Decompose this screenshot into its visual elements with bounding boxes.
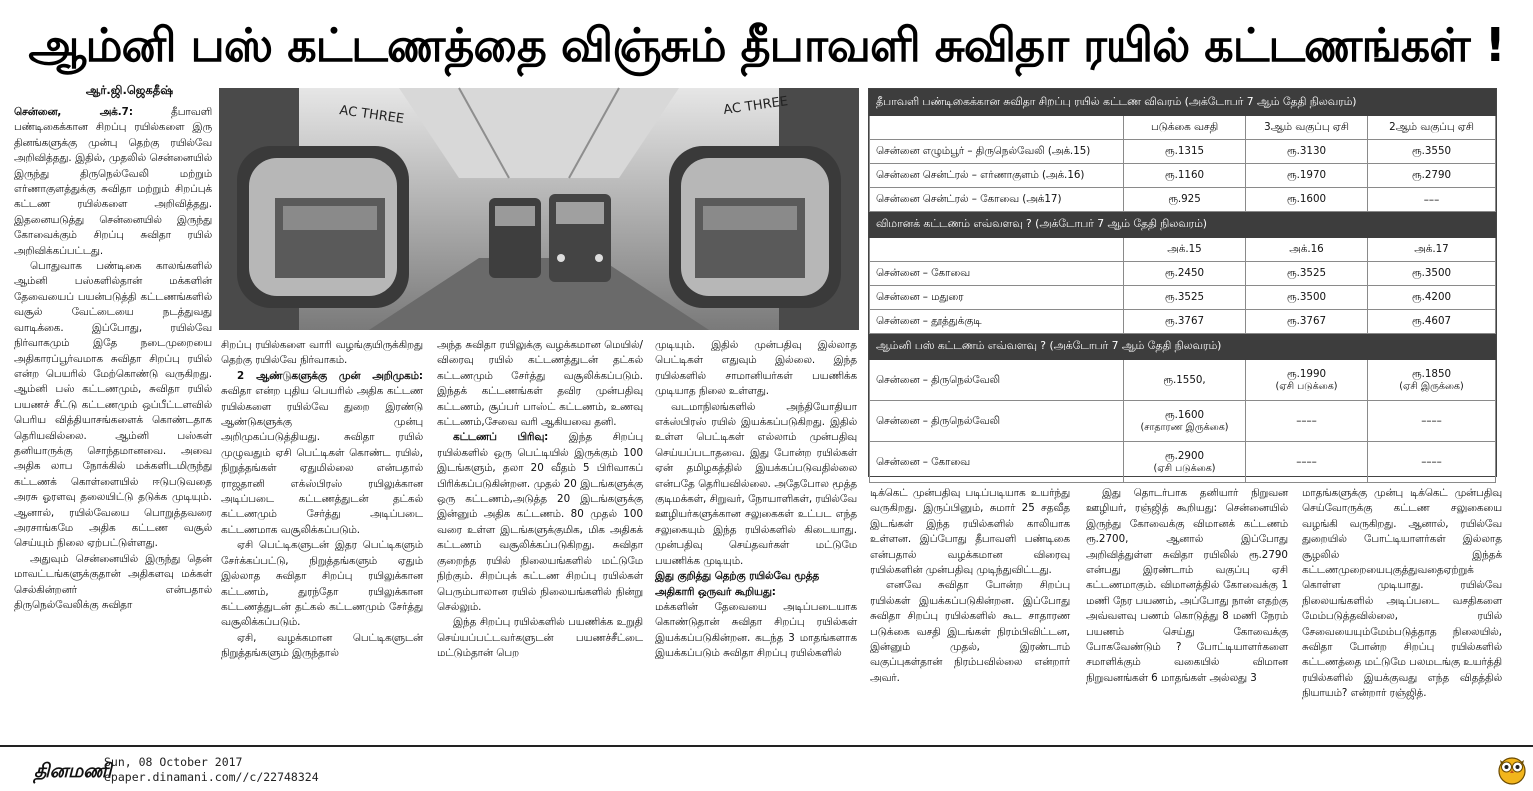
- fare-note: (ஏசி படுக்கை): [1153, 462, 1216, 474]
- fare-cell: ரூ.3767: [1124, 310, 1246, 334]
- fare-cell: ரூ.1850: [1411, 367, 1452, 380]
- col-header-3ac: 3ஆம் வகுப்பு ஏசி: [1246, 116, 1368, 140]
- col2-p4: ஏசி, வழக்கமான பெட்டிகளுடன் நிறுத்தங்களும் இருந்தால்: [221, 631, 423, 660]
- col4-subhead: இது குறித்து தெற்கு ரயில்வே மூத்த அதிகாரி ஒருவர் கூறியது:: [655, 570, 820, 598]
- col-header-sleeper: படுக்கை வசதி: [1124, 116, 1246, 140]
- col4-p1: முடியும். இதில் முன்பதிவு இல்லாத பெட்டிகள் எதுவும் இல்லை. இந்த ரயில்களில் சாமானியர்கள் பயணிக்க முடியாத நிலை உள்ளது.: [655, 339, 857, 398]
- route-cell: சென்னை – கோவை: [870, 262, 1124, 286]
- fare-cell: ––––: [1421, 456, 1442, 468]
- headline: ஆம்னி பஸ் கட்டணத்தை விஞ்சும் தீபாவளி சுவிதா ரயில் கட்டணங்கள் !: [28, 18, 1505, 72]
- fare-table: [868, 88, 1497, 477]
- col-header-date: அக்.17: [1368, 238, 1496, 262]
- dinamani-logo: தினமணி: [34, 760, 112, 782]
- fare-cell: ரூ.2790: [1368, 164, 1496, 188]
- route-cell: சென்னை – தூத்துக்குடி: [870, 310, 1124, 334]
- route-cell: சென்னை – மதுரை: [870, 286, 1124, 310]
- footer-meta: [104, 755, 319, 785]
- fare-cell: ரூ.3500: [1246, 286, 1368, 310]
- table-row: [870, 360, 1496, 401]
- col3-p1: அந்த சுவிதா ரயிலுக்கு வழக்கமான மெயில்/விரைவு ரயில் கட்டணத்துடன் தட்கல் கட்டணமும் சேர்த்து வசூலிக்கப்படும். இந்தக் கட்டணங்கள் தவிர முன்பதிவு கட்டணம், சூப்பர் பாஸ்ட் கட்டணம், உணவு கட்டணம்,சேவை வரி ஆகியவை தனி.: [437, 339, 643, 429]
- article-column-3: [437, 338, 643, 740]
- fare-cell: ––––: [1421, 415, 1442, 427]
- fare-cell: ரூ.3550: [1368, 140, 1496, 164]
- article-column-6: [1086, 486, 1288, 740]
- fare-cell: ரூ.4607: [1368, 310, 1496, 334]
- fare-note: (சாதாரண இருக்கை): [1140, 421, 1229, 433]
- train-photo: [219, 88, 859, 330]
- fare-cell: ரூ.3767: [1246, 310, 1368, 334]
- fare-cell: ரூ.4200: [1368, 286, 1496, 310]
- col3-p2: இந்த சிறப்பு ரயில்களில் ஒரு பெட்டியில் இருக்கும் 100 இடங்களும், தலா 20 வீதம் 5 பிரிவாகப் பிரிக்கப்படுகின்றன. முதல் 20 இடங்களுக்கு ஒரு கட்டணம்,அடுத்த 20 இடங்களுக்கு இன்னும் அதிக கட்டணம். 80 முதல் 100 வரை உள்ள இடங்களுக்குமிக, மிக அதிகக் கட்டணம் வசூலிக்கப்படுகிறது. சுவிதா குறைந்த ரயில் நிலையங்களில் மட்டுமே நிற்கும். சிறப்புக் கட்டண சிறப்பு ரயில்கள் பெரும்பாலான ரயில் நிலையங்களில் நின்று செல்லும்.: [437, 431, 643, 613]
- footer-rule: [0, 745, 1533, 747]
- article-column-5: [870, 486, 1070, 740]
- col3-subhead: கட்டணப் பிரிவு:: [453, 431, 549, 444]
- byline: ஆர்.ஜி.ஜெகதீஷ்: [85, 83, 174, 97]
- fare-cell: ரூ.1990: [1286, 367, 1327, 380]
- fare-cell: ––––: [1296, 456, 1317, 468]
- fare-cell: ரூ.2900: [1164, 449, 1205, 462]
- fare-cell: ரூ.3130: [1246, 140, 1368, 164]
- table-row: [870, 401, 1496, 442]
- route-cell: சென்னை சென்ட்ரல் – கோவை (அக்17): [870, 188, 1124, 212]
- table-row: [870, 262, 1496, 286]
- col2-p1: சிறப்பு ரயில்களை வாரி வழங்குயிருக்கிறது தெற்கு ரயில்வே நிர்வாகம்.: [221, 339, 423, 367]
- col4-p2: வடமாநிலங்களில் அந்தியோதியா எக்ஸ்பிரஸ் ரயில் இயக்கப்படுகிறது. இதில் உள்ள பெட்டிகள் எல்லாம் முன்பதிவு செய்யப்படாதவை. இது போன்ற ரயில்கள் ஏன் தமிழகத்தில் இயக்கப்படுவதில்லை என்பதே தெரியவில்லை. அதேபோல மூத்த குடிமக்கள், சிறுவர், நோயாளிகள், ரயில்வே ஊழியர்களுக்கான சலுகைகள் உட்பட எந்த சலுகையும் இந்த ரயில்களில் கிடையாது. முன்பதிவு செய்தவர்கள் மட்டுமே பயணிக்க முடியும்.: [655, 400, 857, 567]
- col2-p3: ஏசி பெட்டிகளுடன் இதர பெட்டிகளும் சேர்க்கப்பட்டு, நிறுத்தங்களும் ஏதும் இல்லாத சுவிதா சிறப்பு ரயிலுக்கான கட்டணம், துரந்தோ ரயிலுக்கான கட்டணத்துடன் தட்கல் கட்டணமும் சேர்த்து வசூலிக்கப்படும்.: [221, 539, 423, 629]
- col6-p1: இது தொடர்பாக தனியார் நிறுவன ஊழியர், ரஞ்ஜித் கூறியது: சென்னையில் இருந்து கோவைக்கு விமானக் கட்டணம் ரூ.2700, ஆனால் இப்போது அறிவித்துள்ள சுவிதா ரயிலில் ரூ.2790 என்பது இரண்டாம் வகுப்பு ஏசி கட்டணமாகும். விமானத்தில் கோவைக்கு 1 மணி நேர பயணம், அப்போது நான் எதற்கு அவ்வளவு பணம் கொடுத்து 8 மணி நேரம் பயணம் செய்து கோவைக்கு போகவேண்டும் ? போட்டியாளர்களை சமாளிக்கும் வகையில் விமான நிறுவனங்கள் 6 மாதங்கள் அல்லது 3: [1086, 487, 1288, 684]
- table-row: [870, 188, 1496, 212]
- col5-p2: எனவே சுவிதா போன்ற சிறப்பு ரயில்கள் இயக்கப்படுகின்றன. இப்போது சுவிதா சிறப்பு ரயில்களில் கூட சாதாரண படுக்கை வசதி இடங்கள் நிரம்பிவிட்டன, இன்னும் முதல், இரண்டாம் வகுப்புகள்தான் நிரம்பவில்லை என்றார் அவர்.: [870, 579, 1070, 684]
- air-fare-header: விமானக் கட்டணம் எவ்வளவு ? (அக்டோபர் 7 ஆம் தேதி நிலவரம்): [870, 212, 1496, 238]
- col2-subhead: 2 ஆண்டுகளுக்கு முன் அறிமுகம்:: [237, 369, 423, 382]
- owl-icon: [1495, 752, 1529, 786]
- article-column-2: [221, 338, 423, 740]
- table-row: [870, 164, 1496, 188]
- col1-p2: பொதுவாக பண்டிகை காலங்களில் ஆம்னி பஸ்களில்தான் மக்களின் தேவையைப் பயன்படுத்தி கட்டணங்களில் வசூல் வேட்டையை நடத்துவது வாடிக்கை. இப்போது, ரயில்வே நிர்வாகமும் இதே நடைமுறையை அதிகாரப்பூர்வமாக சுவிதா சிறப்பு ரயில் என்ற பெயரில் மேற்கொண்டு வருகிறது. ஆம்னி பஸ் கட்டணமும், சுவிதா ரயில் பயணச் சீட்டு கட்டணமும் ஒப்பீட்டளவில் பெரிய வித்தியாசங்களைக் கொண்டதாக தெரியவில்லை. ஆம்னி பஸ்கள் தனியாருக்கு சொந்தமானவை. அவை அதிக லாப நோக்கில் மக்களிடமிருந்து கட்டணக் கொள்ளையில் ஈடுபடுவதை அரசு ஓரளவு தலையிட்டு தடுக்க முடியும். ஆனால், ரயில்வேயை பொறுத்தவரை அரசாங்கமே அதிக கட்டண வசூல் செய்யும் நிலை ஏற்பட்டுள்ளது.: [14, 260, 212, 550]
- fare-cell: ரூ.3525: [1246, 262, 1368, 286]
- fare-cell: ––––: [1296, 415, 1317, 427]
- table-row: [870, 442, 1496, 483]
- col-header-2ac: 2ஆம் வகுப்பு ஏசி: [1368, 116, 1496, 140]
- col-header-date: அக்.16: [1246, 238, 1368, 262]
- coach-label-right: AC THREE: [722, 94, 789, 118]
- col1-p1: தீபாவளி பண்டிகைக்கான சிறப்பு ரயில்களை இரு தினங்களுக்கு முன்பு தெற்கு ரயில்வே அறிவித்தது. இதில், முதலில் சென்னையில் இருந்து திருநெல்வேலி மற்றும் எர்ணாகுளத்துக்கு சுவிதா மற்றும் சிறப்புக் கட்டண ரயில்களை அறிவித்தது. இதனையடுத்து சென்னையில் இருந்து கோவைக்கும் சிறப்பு சுவிதா ரயில் அறிவிக்கப்பட்டது.: [14, 106, 212, 257]
- fare-note: (ஏசி படுக்கை): [1275, 380, 1338, 392]
- fare-cell: ரூ.3525: [1124, 286, 1246, 310]
- table-row: [870, 238, 1496, 262]
- fare-cell: ரூ.1550,: [1163, 373, 1206, 386]
- fare-cell: ரூ.3500: [1368, 262, 1496, 286]
- col1-p3: அதுவும் சென்னையில் இருந்து தென் மாவட்டங்களுக்குதான் அதிகளவு மக்கள் செல்கின்றனர் என்பதால் திருநெல்வேலிக்கு சுவிதா: [14, 552, 212, 611]
- fare-cell: ரூ.2450: [1124, 262, 1246, 286]
- col3-p3: இந்த சிறப்பு ரயில்களில் பயணிக்க உறுதி செய்யப்பட்டவர்களுடன் பயணச்சீட்டை மட்டும்தான் பெற: [437, 616, 643, 660]
- fare-note: (ஏசி இருக்கை): [1399, 380, 1464, 392]
- table-row: [870, 310, 1496, 334]
- epaper-link[interactable]: epaper.dinamani.com//c/22748324: [104, 770, 319, 784]
- col7-p1: மாதங்களுக்கு முன்பு டிக்கெட் முன்பதிவு செய்வோருக்கு கட்டண சலுகையை வழங்கி வருகிறது. ஆனால், ரயில்வே துறையில் போட்டியாளர்கள் இல்லாத சூழலில் இந்தக் கட்டணமுறையைபுகுத்துவதைஏற்றுக் கொள்ள முடியாது. ரயில்வே நிலையங்களில் அடிப்படை வசதிகளை மேம்படுத்தவில்லை, ரயில் சேவையையும்மேம்படுத்தாத நிலையில், சுவிதா போன்ற சிறப்பு ரயில்களில் கட்டணத்தை மட்டுமே பலமடங்கு உயர்த்தி ரயில்களில் இயக்குவது எந்த விதத்தில் நியாயம்? என்றார் ரஞ்ஜித்.: [1302, 487, 1502, 700]
- route-cell: சென்னை – திருநெல்வேலி: [870, 401, 1124, 442]
- route-cell: சென்னை எழும்பூர் – திருநெல்வேலி (அக்.15): [870, 140, 1124, 164]
- fare-cell: ரூ.1160: [1124, 164, 1246, 188]
- dateline: சென்னை, அக்.7:: [14, 106, 133, 118]
- table-row: [870, 286, 1496, 310]
- fare-cell: ரூ.1315: [1124, 140, 1246, 164]
- col-header-date: அக்.15: [1124, 238, 1246, 262]
- edition-date: Sun, 08 October 2017: [104, 755, 243, 769]
- fare-cell: ரூ.1970: [1246, 164, 1368, 188]
- coach-label-left: AC THREE: [338, 103, 405, 128]
- fare-cell: ரூ.1600: [1164, 408, 1205, 421]
- rail-fare-header: தீபாவளி பண்டிகைக்கான சுவிதா சிறப்பு ரயில் கட்டண விவரம் (அக்டோபர் 7 ஆம் தேதி நிலவரம்): [870, 90, 1496, 116]
- article-column-7: [1302, 486, 1502, 740]
- article-column-1: [14, 105, 212, 740]
- table-row: [870, 116, 1496, 140]
- fare-cell: –––: [1368, 188, 1496, 212]
- article-column-4: [655, 338, 857, 740]
- fare-cell: ரூ.925: [1124, 188, 1246, 212]
- route-cell: சென்னை – கோவை: [870, 442, 1124, 483]
- bus-fare-header: ஆம்னி பஸ் கட்டணம் எவ்வளவு ? (அக்டோபர் 7 ஆம் தேதி நிலவரம்): [870, 334, 1496, 360]
- col5-p1: டிக்கெட் முன்பதிவு படிப்படியாக உயர்ந்து வருகிறது. இருப்பினும், சுமார் 25 சதவீத இடங்கள் இந்த ரயில்களில் காலியாக உள்ளன. இப்போது தீபாவளி பண்டிகை என்பதால் வழக்கமான விரைவு ரயில்களின் முன்பதிவு முடிந்துவிட்டது.: [870, 487, 1070, 577]
- col2-p2: சுவிதா என்ற புதிய பெயரில் அதிக கட்டண ரயில்களை ரயில்வே துறை இரண்டு ஆண்டுகளுக்கு முன்பு அறிமுகப்படுத்தியது. சுவிதா ரயில் முழுவதும் ஏசி பெட்டிகள் கொண்ட ரயில், நிறுத்தங்கள் ஏதுமில்லை என்பதால் ராஜதானி எக்ஸ்பிரஸ் ரயிலுக்கான அடிப்படை கட்டணத்துடன் தட்கல் கட்டணமும் சேர்த்து அடிப்படை கட்டணமாக வசூலிக்கப்படும்.: [221, 385, 423, 536]
- route-cell: சென்னை சென்ட்ரல் – எர்ணாகுளம் (அக்.16): [870, 164, 1124, 188]
- route-cell: சென்னை – திருநெல்வேலி: [870, 360, 1124, 401]
- fare-cell: ரூ.1600: [1246, 188, 1368, 212]
- col4-p3: மக்களின் தேவையை அடிப்படையாக கொண்டுதான் சுவிதா சிறப்பு ரயில்கள் இயக்கப்படுகின்றன. கடந்த 3 மாதங்களாக இயக்கப்படும் சுவிதா சிறப்பு ரயில்களில்: [655, 600, 857, 660]
- table-row: [870, 140, 1496, 164]
